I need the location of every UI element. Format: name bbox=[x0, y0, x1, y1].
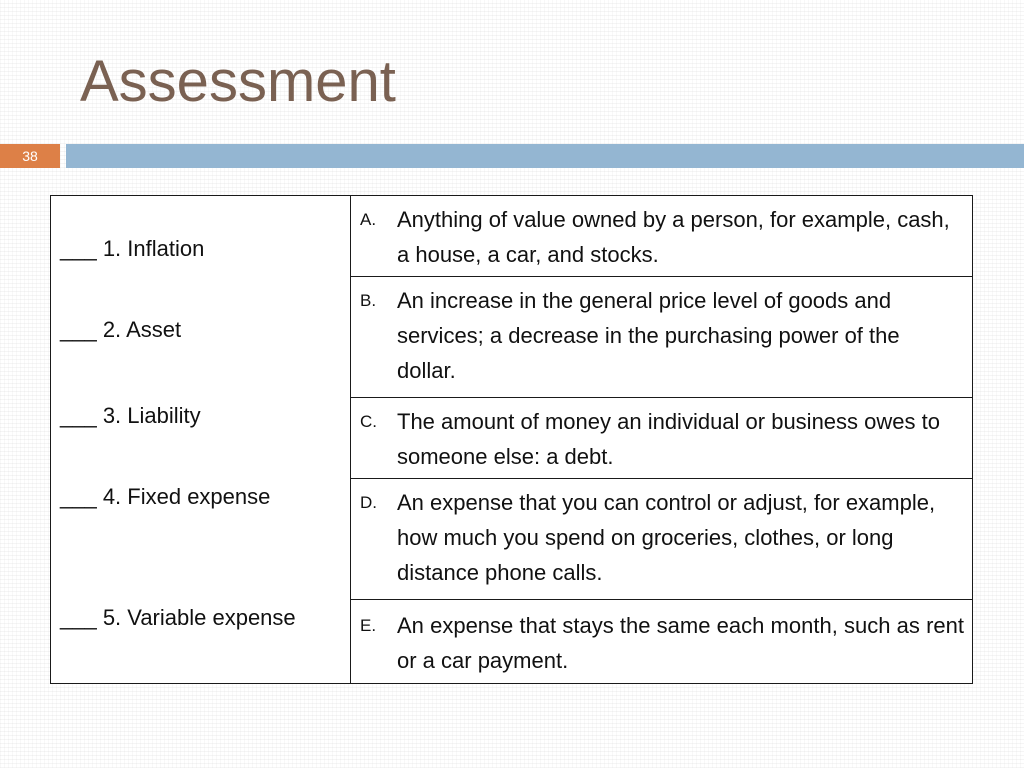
term-asset: ___ 2. Asset bbox=[60, 317, 182, 342]
definition-text: An expense that you can control or adjust, for example, how much you spend on groceries, clothes, or long distance phone calls. bbox=[397, 490, 936, 585]
definition-c bbox=[351, 398, 973, 479]
definition-text: An increase in the general price level of goods and services; a decrease in the purchasing power of the dollar. bbox=[397, 288, 900, 383]
definition-text: Anything of value owned by a person, for example, cash, a house, a car, and stocks. bbox=[397, 207, 950, 267]
slide-number: 38 bbox=[0, 144, 60, 168]
table-row bbox=[51, 196, 973, 277]
definition-letter: B. bbox=[360, 291, 377, 310]
slide-title: Assessment bbox=[80, 49, 396, 114]
definition-a bbox=[351, 196, 973, 277]
definition-letter: A. bbox=[360, 210, 377, 229]
definition-e bbox=[351, 600, 973, 684]
header-bar bbox=[66, 144, 1024, 168]
definition-b bbox=[351, 277, 973, 398]
definition-d bbox=[351, 479, 973, 600]
term-variable-expense: ___ 5. Variable expense bbox=[60, 605, 296, 630]
definition-letter: D. bbox=[360, 493, 377, 512]
definition-letter: E. bbox=[360, 616, 377, 635]
terms-column bbox=[51, 196, 351, 684]
term-inflation: ___ 1. Inflation bbox=[60, 236, 205, 261]
term-liability: ___ 3. Liability bbox=[60, 403, 201, 428]
definition-letter: C. bbox=[360, 412, 377, 431]
definition-text: The amount of money an individual or business owes to someone else: a debt. bbox=[397, 409, 940, 469]
matching-table bbox=[50, 195, 973, 684]
definition-text: An expense that stays the same each month, such as rent or a car payment. bbox=[397, 613, 964, 673]
term-fixed-expense: ___ 4. Fixed expense bbox=[60, 484, 271, 509]
